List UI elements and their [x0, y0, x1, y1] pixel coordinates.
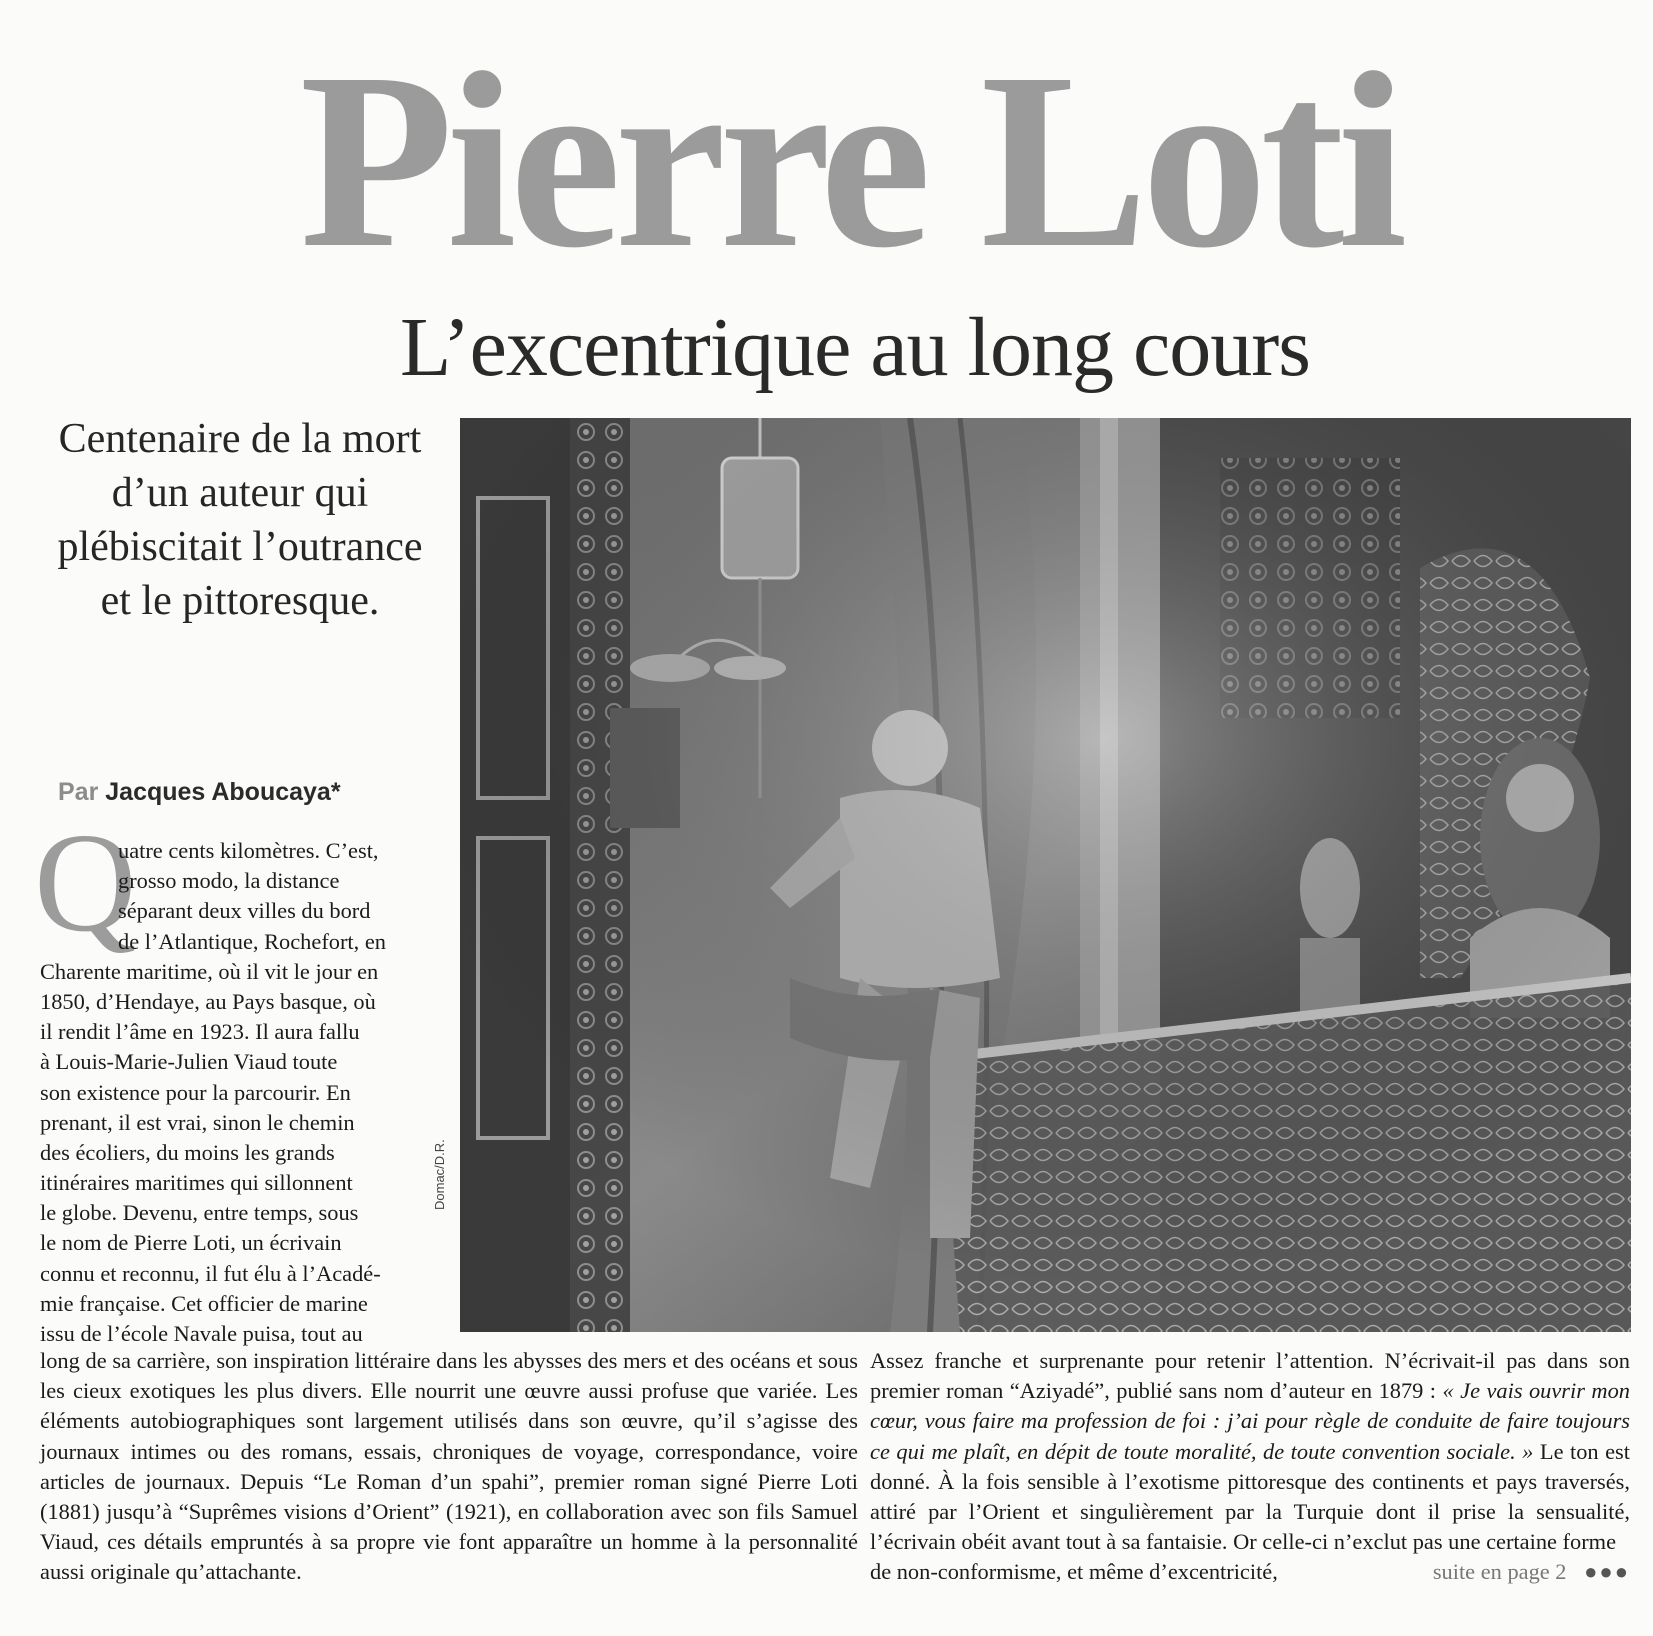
photo-credit: Domac/D.R.	[432, 1139, 447, 1210]
body-line: son existence pour la parcourir. En	[40, 1079, 351, 1105]
col2-rest: Le ton est donné. À la fois sensible à l’exotisme pittoresque des continents et pays traversés, attiré par l’Orient et singulièrement par la Turquie dont il prise la sensualité, l’écrivain obéit avant tout à sa fantaisie. Or celle-ci n’exclut pas une certaine forme	[870, 1438, 1630, 1555]
body-line: connu et reconnu, il fut élu à l’Acadé-	[40, 1260, 381, 1286]
last-line	[870, 1557, 1630, 1587]
body-line: de l’Atlantique, Rochefort, en	[118, 928, 386, 954]
body-line: Charente maritime, où il vit le jour en	[40, 958, 379, 984]
body-line: des écoliers, du moins les grands	[40, 1139, 335, 1165]
body-line: mie française. Cet officier de marine	[40, 1290, 368, 1316]
body-line: itinéraires maritimes qui sillonnent	[40, 1170, 353, 1196]
column-2	[870, 1346, 1630, 1588]
byline-prefix: Par	[58, 778, 99, 806]
drop-cap: Q	[34, 803, 137, 961]
body-line: grosso modo, la distance	[118, 868, 340, 894]
col2-intro: Assez franche et surprenante pour retenir l’attention. N’écrivait-il pas dans son premier roman “Aziyadé”, publié sans nom d’auteur en 1879 :	[870, 1348, 1630, 1404]
column-1-upper	[40, 836, 424, 1349]
body-paragraph	[870, 1346, 1630, 1557]
photo-illustration	[460, 418, 1631, 1332]
continuation-note	[1433, 1557, 1630, 1587]
body-paragraph: long de sa carrière, son inspiration littéraire dans les abysses des mers et des océans et sous les cieux exotiques les plus divers. Elle nourrit une œuvre aussi profuse que variée. Les éléments autobiographiques sont largement utilisés dans son œuvre, qu’il s’agisse des journaux intimes ou des romans, essais, chroniques de voyage, correspondance, voire articles de journaux. Depuis “Le Roman d’un spahi”, premier roman signé Pierre Loti (1881) jusqu’à “Suprêmes visions d’Orient” (1921), en collaboration avec son fils Samuel Viaud, ces détails empruntés à sa propre vie font apparaître un homme à la personnalité aussi originale qu’attachante.	[40, 1348, 858, 1585]
continuation-text: suite en page 2	[1432, 1559, 1567, 1585]
body-line: issu de l’école Navale puisa, tout au	[40, 1321, 363, 1346]
body-line: le globe. Devenu, entre temps, sous	[40, 1200, 359, 1226]
body-line: 1850, d’Hendaye, au Pays basque, où	[40, 988, 376, 1014]
column-1-lower	[40, 1346, 858, 1588]
body-line: le nom de Pierre Loti, un écrivain	[40, 1230, 342, 1256]
body-line: séparant deux villes du bord	[118, 898, 371, 924]
pull-quote: « Je vais ouvrir mon cœur, vous faire ma profession de foi : j’ai pour règle de conduite de faire toujours ce qui me plaît, en dépit de toute moralité, de toute convention sociale. »	[870, 1378, 1630, 1464]
article-photo	[460, 418, 1631, 1332]
headline-title: Pierre Loti	[299, 20, 1401, 300]
body-line: il rendit l’âme en 1923. Il aura fallu	[40, 1019, 360, 1045]
body-line: uatre cents kilomètres. C’est,	[118, 838, 379, 863]
article-deck: Centenaire de la mort d’un auteur qui plébiscitait l’outrance et le pittoresque.	[57, 416, 423, 624]
continuation-dots-icon: ●●●	[1584, 1559, 1630, 1585]
col2-last: de non-conformisme, et même d’excentricité,	[870, 1559, 1278, 1585]
headline-subtitle: L’excentrique au long cours	[400, 301, 1310, 394]
body-line: à Louis-Marie-Julien Viaud toute	[40, 1049, 338, 1075]
byline-author: Jacques Aboucaya*	[105, 778, 341, 806]
body-line: prenant, il est vrai, sinon le chemin	[40, 1109, 355, 1135]
